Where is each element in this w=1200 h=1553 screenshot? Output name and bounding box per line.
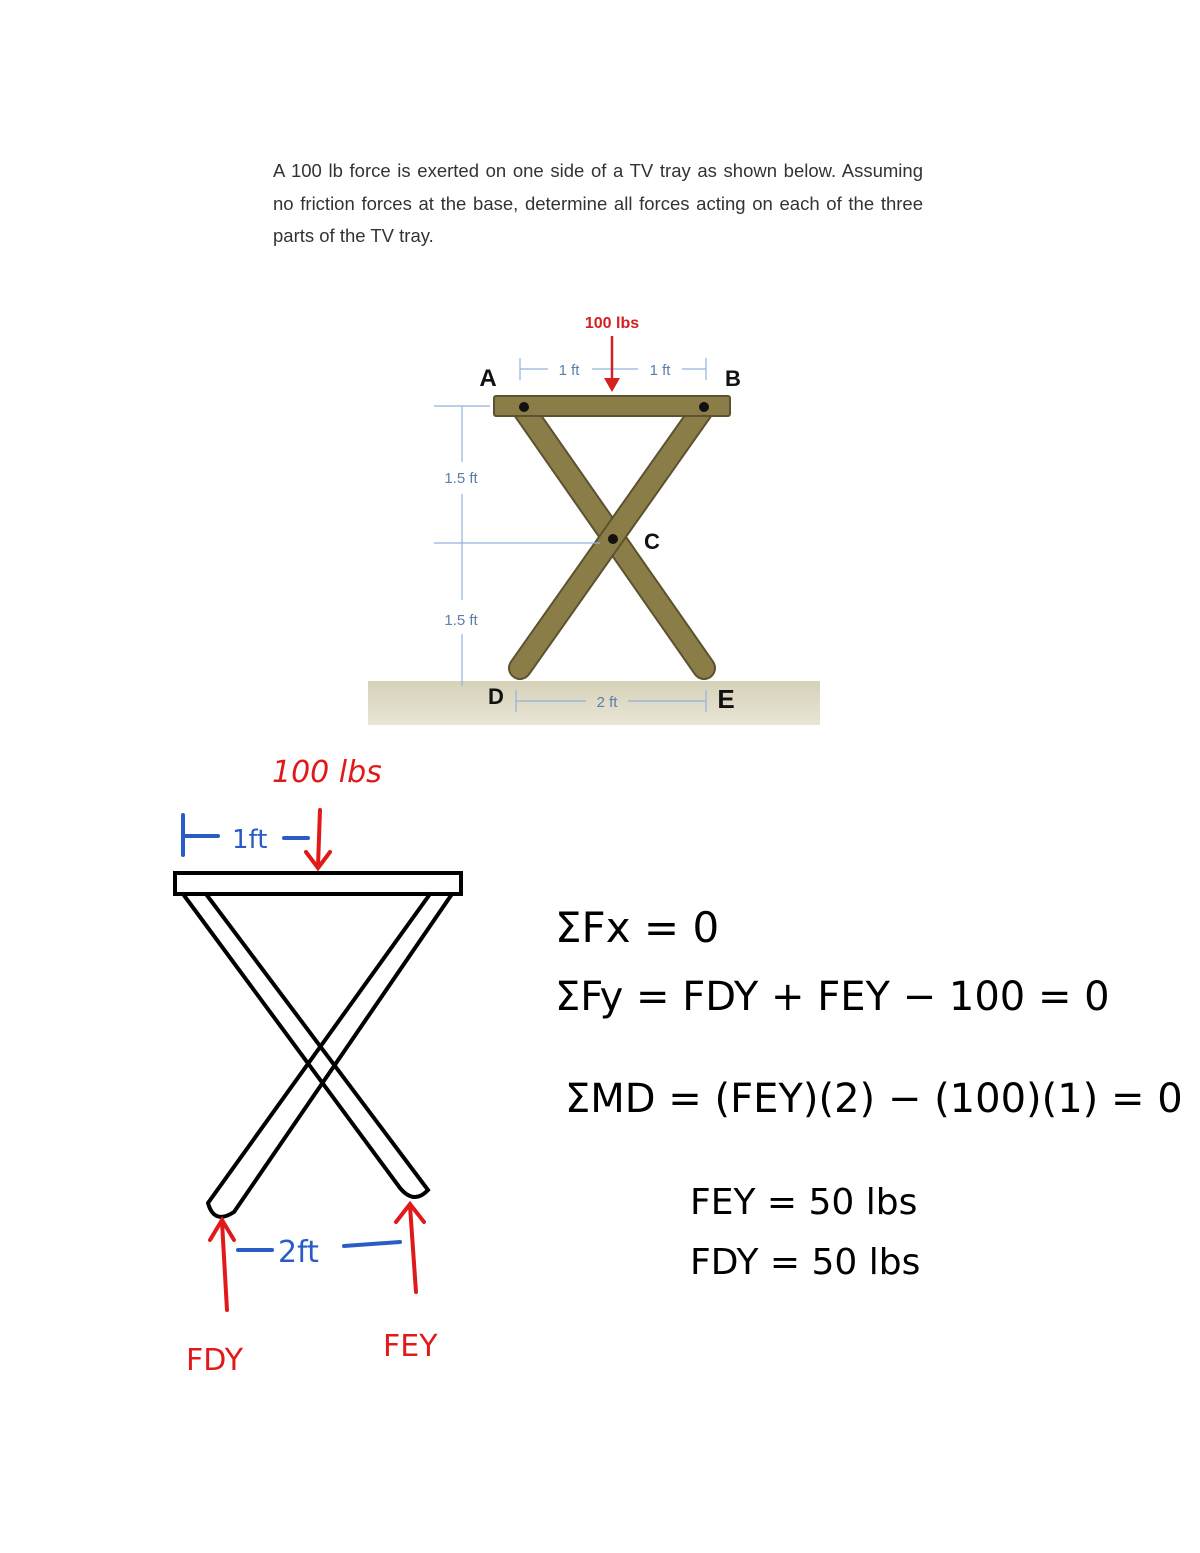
dim-base-label: 2 ft (596, 694, 618, 711)
fbd-force-label: 100 lbs (272, 755, 382, 790)
equation-sum-fx: ΣFx = 0 (555, 903, 720, 952)
problem-statement: A 100 lb force is exerted on one side of a TV tray as shown below. Assuming no friction forces at the base, determine all forces acting on each of the three parts of the TV tray. (273, 160, 923, 246)
force-label: 100 lbs (584, 315, 640, 332)
dim-top-left-label: 1 ft (558, 362, 580, 379)
fbd-reaction-e-label: FEY (383, 1329, 438, 1364)
point-c-label: C (644, 529, 660, 554)
fbd-base-dim-label: 2ft (278, 1235, 319, 1270)
equation-sum-fy: ΣFy = FDY + FEY − 100 = 0 (555, 974, 1110, 1020)
fbd-reaction-d-label: FDY (186, 1343, 244, 1378)
point-d-label: D (488, 684, 504, 709)
point-b-label: B (725, 366, 741, 391)
dim-lower-height-label: 1.5 ft (444, 612, 478, 629)
point-e-label: E (717, 684, 735, 714)
point-a-label: A (479, 365, 497, 392)
result-fey: FEY = 50 lbs (690, 1182, 918, 1223)
dim-upper-height-label: 1.5 ft (444, 470, 478, 487)
dim-top-right-label: 1 ft (649, 362, 671, 379)
fbd-top-dim-label: 1ft (232, 825, 268, 855)
result-fdy: FDY = 50 lbs (690, 1242, 921, 1283)
equation-sum-md: ΣMD = (FEY)(2) − (100)(1) = 0 (565, 1076, 1183, 1122)
